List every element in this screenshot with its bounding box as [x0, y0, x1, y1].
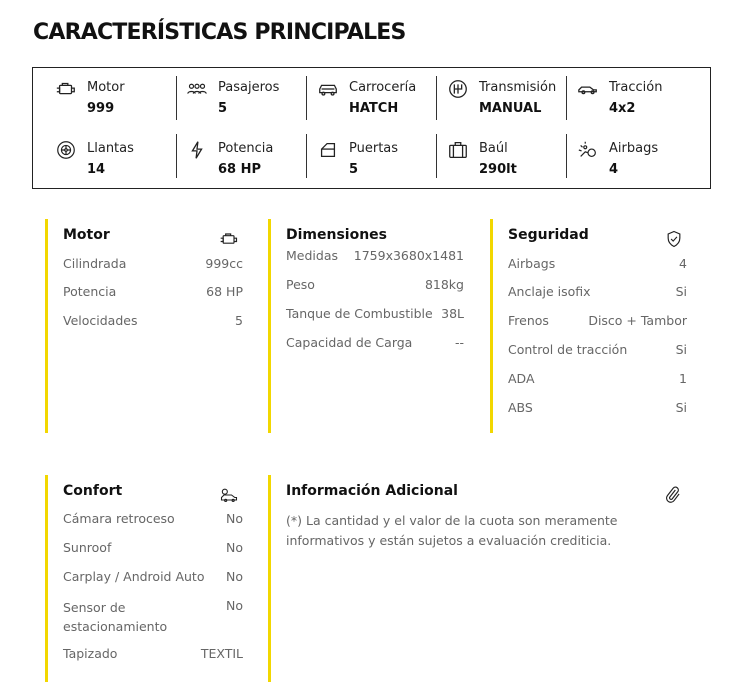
gearbox-icon [447, 78, 473, 100]
car-comfort-icon [218, 485, 240, 505]
row-value: 1759x3680x1481 [353, 248, 464, 263]
spec-traccion [577, 72, 707, 122]
divider [306, 134, 307, 178]
spec-llantas [55, 133, 185, 183]
row-value: No [226, 540, 243, 555]
engine-icon [218, 229, 240, 249]
spec-label: Motor [87, 80, 125, 95]
spec-row [63, 598, 243, 638]
paperclip-icon [661, 485, 683, 505]
card-title: Dimensiones [286, 227, 388, 243]
spec-value: MANUAL [479, 101, 542, 116]
seguridad-card [490, 219, 689, 433]
row-value: 4 [679, 256, 687, 271]
row-key: Control de tracción [508, 342, 628, 357]
row-key: Cilindrada [63, 256, 127, 271]
page-title: CARACTERÍSTICAS PRINCIPALES [33, 20, 406, 45]
door-icon [317, 139, 343, 161]
card-title: Motor [63, 227, 110, 243]
divider [566, 76, 567, 120]
trunk-icon [447, 139, 473, 161]
spec-label: Pasajeros [218, 80, 280, 95]
row-key: Velocidades [63, 313, 138, 328]
dimensiones-card [268, 219, 467, 433]
card-title: Información Adicional [286, 483, 458, 499]
spec-potencia [186, 133, 316, 183]
spec-value: HATCH [349, 101, 399, 116]
spec-label: Transmisión [479, 80, 557, 95]
spec-value: 290lt [479, 162, 517, 177]
row-value: No [226, 598, 243, 613]
spec-label: Baúl [479, 141, 508, 156]
row-value: 818kg [424, 277, 464, 292]
spec-value: 5 [218, 101, 228, 116]
row-value: TEXTIL [200, 646, 243, 661]
wheel-icon [55, 139, 81, 161]
row-value: 5 [235, 313, 243, 328]
spec-value: 4x2 [609, 101, 636, 116]
spec-value: 4 [609, 162, 619, 177]
row-value: Si [675, 284, 687, 299]
row-value: 38L [441, 306, 464, 321]
row-key: Sensor de estacionamiento [63, 600, 168, 634]
engine-icon [55, 78, 81, 100]
row-value: 68 HP [206, 284, 243, 299]
row-key: Cámara retroceso [63, 511, 175, 526]
spec-label: Potencia [218, 141, 274, 156]
row-key: Medidas [286, 248, 338, 263]
divider [436, 134, 437, 178]
row-value: Si [675, 400, 687, 415]
divider [176, 76, 177, 120]
row-key: Tanque de Combustible [286, 306, 433, 321]
divider [306, 76, 307, 120]
row-key: ADA [508, 371, 535, 386]
info-text: (*) La cantidad y el valor de la cuota son meramente informativos y están sujetos a evaluación crediticia. [286, 513, 618, 548]
traction-icon [577, 78, 603, 100]
row-key: Airbags [508, 256, 556, 271]
spec-value: 68 HP [218, 162, 262, 177]
row-value: -- [454, 335, 464, 350]
row-key: Capacidad de Carga [286, 335, 413, 350]
lightning-icon [186, 139, 212, 161]
row-key: Sunroof [63, 540, 112, 555]
row-key: Carplay / Android Auto [63, 569, 205, 584]
row-value: Si [675, 342, 687, 357]
passengers-icon [186, 78, 212, 100]
card-title: Seguridad [508, 227, 589, 243]
card-title: Confort [63, 483, 123, 499]
confort-card [45, 475, 243, 682]
spec-label: Puertas [349, 141, 399, 156]
car-body-icon [317, 78, 343, 100]
row-key: Frenos [508, 313, 549, 328]
row-key: Peso [286, 277, 315, 292]
spec-carroceria [317, 72, 447, 122]
spec-baul [447, 133, 577, 183]
spec-puertas [317, 133, 447, 183]
spec-pasajeros [186, 72, 316, 122]
info-card [268, 475, 689, 682]
specs-panel [32, 67, 711, 189]
divider [176, 134, 177, 178]
airbag-icon [577, 139, 603, 161]
row-value: 999cc [205, 256, 243, 271]
spec-value: 999 [87, 101, 115, 116]
row-key: Tapizado [63, 646, 118, 661]
row-value: No [226, 511, 243, 526]
spec-value: 5 [349, 162, 359, 177]
spec-transmision [447, 72, 577, 122]
spec-airbags [577, 133, 707, 183]
spec-label: Airbags [609, 141, 659, 156]
spec-label: Tracción [609, 80, 663, 95]
shield-check-icon [663, 229, 685, 249]
row-value: Disco + Tambor [588, 313, 687, 328]
spec-label: Carrocería [349, 80, 417, 95]
divider [566, 134, 567, 178]
spec-motor [55, 72, 185, 122]
row-value: No [226, 569, 243, 584]
divider [436, 76, 437, 120]
row-value: 1 [679, 371, 687, 386]
row-key: Potencia [63, 284, 117, 299]
row-key: ABS [508, 400, 533, 415]
row-key: Anclaje isofix [508, 284, 591, 299]
spec-label: Llantas [87, 141, 134, 156]
motor-card [45, 219, 243, 433]
spec-value: 14 [87, 162, 106, 177]
